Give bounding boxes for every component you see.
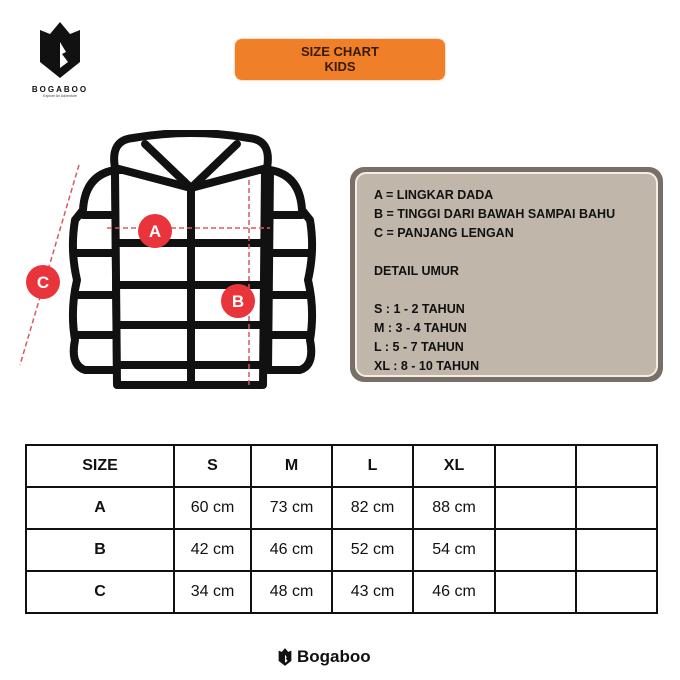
- age-l: L : 5 - 7 TAHUN: [374, 340, 464, 354]
- table-cell: 48 cm: [251, 571, 332, 613]
- table-row: [26, 487, 657, 529]
- logo-tagline: Explore An Adventure: [43, 94, 77, 98]
- title-line-1: SIZE CHART: [301, 44, 379, 59]
- row-label: C: [26, 571, 174, 613]
- table-cell: 54 cm: [413, 529, 495, 571]
- legend-def-c: C = PANJANG LENGAN: [374, 226, 514, 240]
- page-title: [235, 39, 445, 80]
- logo-name: BOGABOO: [31, 85, 89, 94]
- legend-def-b: B = TINGGI DARI BAWAH SAMPAI BAHU: [374, 207, 616, 221]
- table-cell: 60 cm: [174, 487, 251, 529]
- title-line-2: KIDS: [324, 59, 356, 74]
- table-cell: [495, 571, 576, 613]
- marker-b: [221, 284, 255, 318]
- svg-text:B: B: [231, 292, 245, 311]
- table-cell: [495, 529, 576, 571]
- table-cell: 34 cm: [174, 571, 251, 613]
- table-cell: 82 cm: [332, 487, 413, 529]
- svg-text:C: C: [36, 273, 50, 292]
- age-m: M : 3 - 4 TAHUN: [374, 321, 467, 335]
- table-cell: 46 cm: [413, 571, 495, 613]
- table-row: [26, 571, 657, 613]
- age-s: S : 1 - 2 TAHUN: [374, 302, 465, 316]
- age-heading: DETAIL UMUR: [374, 264, 459, 278]
- svg-text:A: A: [148, 222, 162, 241]
- size-table: [25, 444, 658, 614]
- measurement-legend: [350, 167, 663, 382]
- footer-brand: [278, 647, 371, 667]
- table-cell: [576, 487, 657, 529]
- table-cell: 42 cm: [174, 529, 251, 571]
- logo-mark-icon: [278, 648, 292, 666]
- logo-mark-icon: [38, 22, 82, 78]
- header-cell: [576, 445, 657, 487]
- table-cell: 88 cm: [413, 487, 495, 529]
- table-cell: 73 cm: [251, 487, 332, 529]
- footer-brand-name: Bogaboo: [297, 647, 371, 666]
- table-cell: 46 cm: [251, 529, 332, 571]
- header-cell: [495, 445, 576, 487]
- marker-a: [138, 214, 172, 248]
- table-cell: 52 cm: [332, 529, 413, 571]
- table-header-row: [26, 445, 657, 487]
- table-cell: [495, 487, 576, 529]
- table-cell: 43 cm: [332, 571, 413, 613]
- age-xl: XL : 8 - 10 TAHUN: [374, 359, 480, 373]
- table-cell: [576, 571, 657, 613]
- header-cell: SIZE: [26, 445, 174, 487]
- header-cell: L: [332, 445, 413, 487]
- legend-def-a: A = LINGKAR DADA: [374, 188, 494, 202]
- header-cell: S: [174, 445, 251, 487]
- brand-logo: [30, 22, 90, 98]
- marker-c: [26, 265, 60, 299]
- header-cell: M: [251, 445, 332, 487]
- row-label: A: [26, 487, 174, 529]
- jacket-diagram: [15, 130, 325, 395]
- table-cell: [576, 529, 657, 571]
- table-row: [26, 529, 657, 571]
- row-label: B: [26, 529, 174, 571]
- header-cell: XL: [413, 445, 495, 487]
